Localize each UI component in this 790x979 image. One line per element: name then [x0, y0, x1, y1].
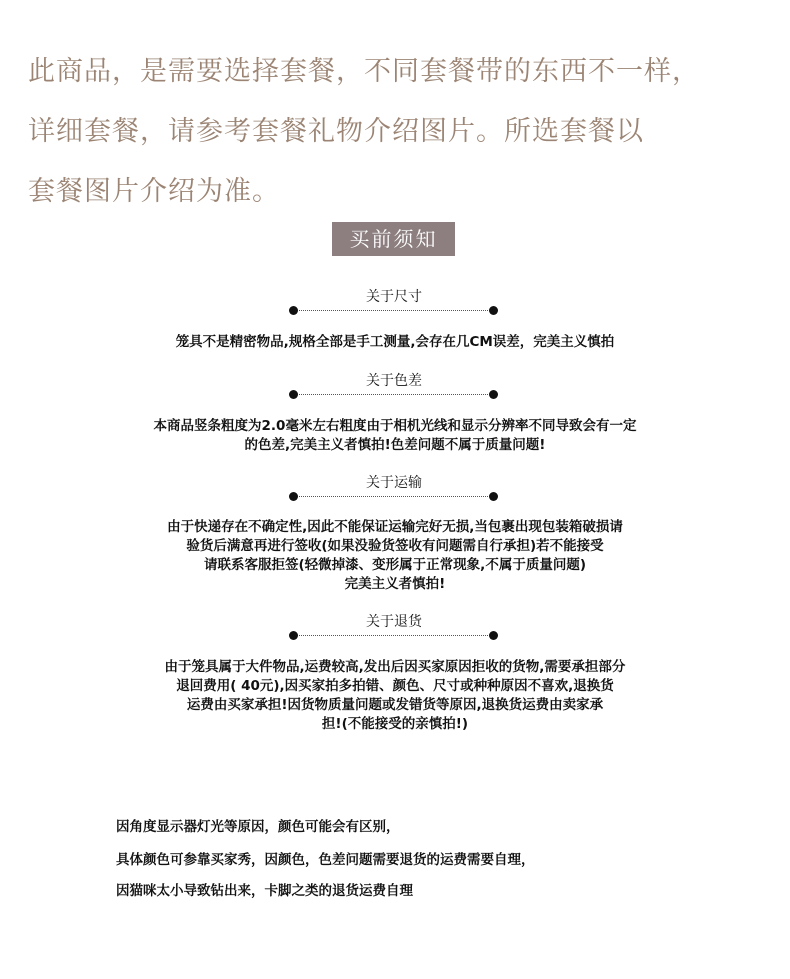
section-divider: [289, 631, 498, 641]
section-body-size: [90, 333, 700, 352]
bullet-dot-icon: [289, 306, 298, 315]
section-divider: [289, 306, 498, 316]
body-line: 验货后满意再进行签收(如果没验货签收有问题需自行承担)若不能接受: [186, 538, 604, 554]
intro-line: 详细套餐，请参考套餐礼物介绍图片。所选套餐以: [28, 116, 644, 147]
notice-badge: 买前须知: [332, 222, 455, 256]
intro-text: [28, 42, 768, 222]
body-line: 退回费用( 40元),因买家拍多拍错、颜色、尺寸或种种原因不喜欢,退换货: [176, 678, 614, 694]
footnote-line: 因角度显示器灯光等原因，颜色可能会有区别，: [116, 819, 400, 835]
bullet-dot-icon: [289, 631, 298, 640]
body-line: 完美主义者慎拍!: [344, 576, 446, 592]
section-title-size: 关于尺寸: [366, 289, 422, 305]
body-line: 由于笼具属于大件物品,运费较高,发出后因买家原因拒收的货物,需要承担部分: [164, 659, 626, 675]
section-divider: [289, 492, 498, 502]
footnote-line: 因猫咪太小导致钻出来，卡脚之类的退货运费自理: [116, 883, 413, 899]
section-body-shipping: [90, 518, 700, 594]
dotted-line: [299, 635, 488, 636]
bullet-dot-icon: [489, 390, 498, 399]
body-line: 运费由买家承担!因货物质量问题或发错货等原因,退换货运费由卖家承: [186, 697, 604, 713]
intro-line: 套餐图片介绍为准。: [28, 176, 280, 207]
section-title-shipping: 关于运输: [366, 475, 422, 491]
body-line: 担!(不能接受的亲慎拍!): [321, 716, 469, 732]
section-body-returns: [90, 658, 700, 734]
dotted-line: [299, 496, 488, 497]
bullet-dot-icon: [489, 306, 498, 315]
dotted-line: [299, 394, 488, 395]
body-line: 本商品竖条粗度为2.0毫米左右粗度由于相机光线和显示分辨率不同导致会有一定: [153, 418, 637, 434]
section-divider: [289, 390, 498, 400]
section-title-returns: 关于退货: [366, 614, 422, 630]
bullet-dot-icon: [289, 492, 298, 501]
section-title-color: 关于色差: [366, 373, 422, 389]
footnote-line: 具体颜色可参靠买家秀，因颜色，色差问题需要退货的运费需要自理，: [116, 852, 535, 868]
body-line: 笼具不是精密物品,规格全部是手工测量,会存在几CM误差，完美主义慎拍: [175, 334, 615, 350]
body-line: 请联系客服拒签(轻微掉漆、变形属于正常现象,不属于质量问题): [204, 557, 586, 573]
intro-line: 此商品，是需要选择套餐，不同套餐带的东西不一样，: [28, 56, 700, 87]
section-body-color: [90, 417, 700, 455]
bullet-dot-icon: [489, 631, 498, 640]
dotted-line: [299, 310, 488, 311]
bullet-dot-icon: [489, 492, 498, 501]
body-line: 由于快递存在不确定性,因此不能保证运输完好无损,当包裹出现包装箱破损请: [167, 519, 623, 535]
bullet-dot-icon: [289, 390, 298, 399]
body-line: 的色差,完美主义者慎拍!色差问题不属于质量问题!: [244, 437, 546, 453]
